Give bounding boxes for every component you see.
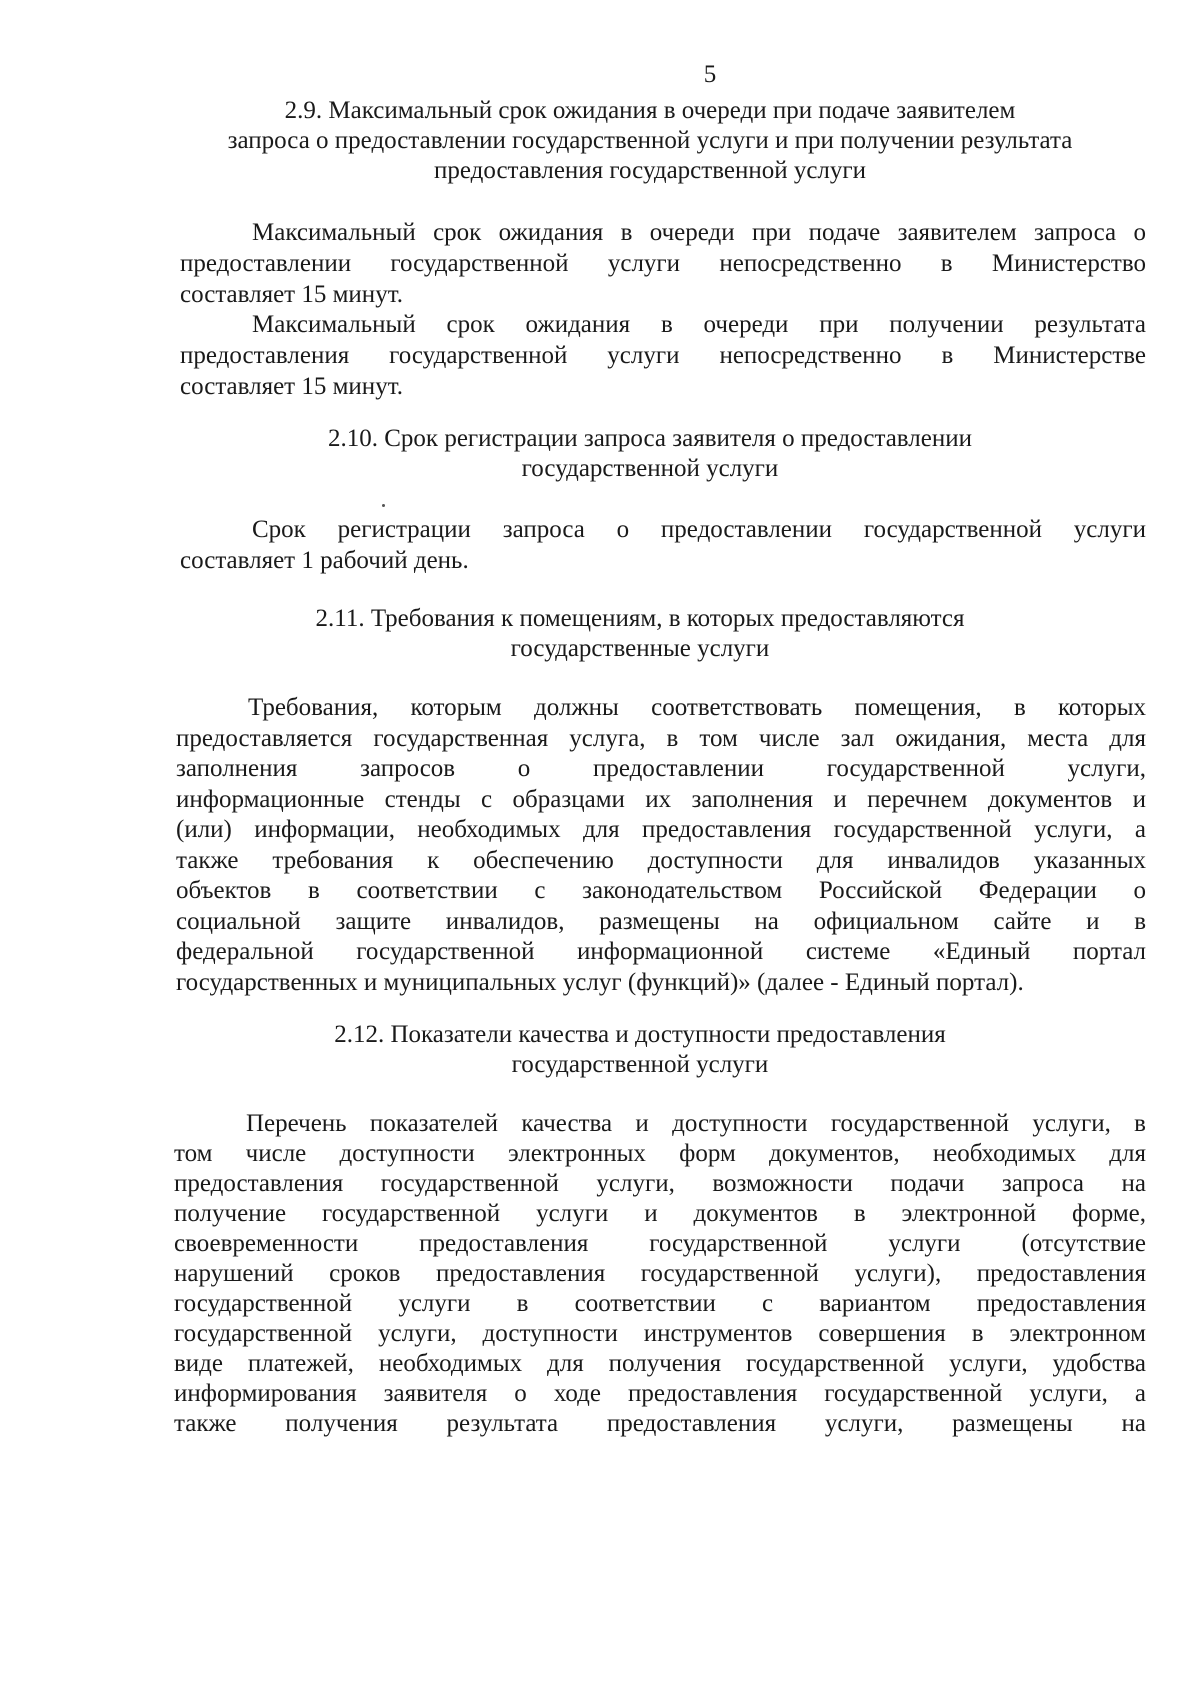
text-line: получение государственной услуги и документов в электронной форме, <box>174 1200 1146 1227</box>
text-line: нарушений сроков предоставления государственной услуги), предоставления <box>174 1260 1146 1287</box>
text-line: Максимальный срок ожидания в очереди при подаче заявителем запроса о <box>252 219 1146 246</box>
text-line: виде платежей, необходимых для получения государственной услуги, удобства <box>174 1350 1146 1377</box>
text-line: объектов в соответствии с законодательством Российской Федерации о <box>176 877 1146 904</box>
paragraph <box>180 514 1146 576</box>
section-heading-2-10 <box>170 424 1130 484</box>
text-line: Максимальный срок ожидания в очереди при получении результата <box>252 311 1146 338</box>
text-line: государственной услуги, доступности инструментов совершения в электронном <box>174 1320 1146 1347</box>
section-heading-2-11 <box>160 604 1120 664</box>
text-line: информационные стенды с образцами их заполнения и перечнем документов и <box>176 785 1146 813</box>
text-line: том числе доступности электронных форм документов, необходимых для <box>174 1140 1146 1167</box>
text-line: составляет 15 минут. <box>180 281 403 308</box>
section-heading-2-9 <box>170 96 1130 186</box>
heading-line: государственной услуги <box>521 455 779 482</box>
text-line: также получения результата предоставления услуги, размещены на <box>174 1410 1146 1437</box>
text-line: государственной услуги в соответствии с вариантом предоставления <box>174 1290 1146 1317</box>
text-line: Требования, которым должны соответствовать помещения, в которых <box>248 694 1146 721</box>
text-line: также требования к обеспечению доступности для инвалидов указанных <box>176 846 1146 874</box>
paragraph <box>174 1109 1146 1439</box>
text-line: социальной защите инвалидов, размещены на официальном сайте и в <box>176 907 1146 935</box>
text-line: предоставлении государственной услуги непосредственно в Министерство <box>180 250 1146 277</box>
text-line: предоставления государственной услуги, возможности подачи запроса на <box>174 1170 1146 1197</box>
paragraph <box>180 217 1146 310</box>
text-line: составляет 1 рабочий день. <box>180 547 469 574</box>
text-line: заполнения запросов о предоставлении государственной услуги, <box>176 755 1146 782</box>
text-line: информирования заявителя о ходе предоставления государственной услуги, а <box>174 1380 1146 1407</box>
heading-line: 2.12. Показатели качества и доступности предоставления <box>334 1021 946 1048</box>
text-line: предоставляется государственная услуга, в том числе зал ожидания, места для <box>176 724 1146 752</box>
heading-line: 2.10. Срок регистрации запроса заявителя о предоставлении <box>328 425 972 452</box>
heading-line: предоставления государственной услуги <box>433 157 867 184</box>
paragraph <box>176 693 1146 998</box>
heading-line: государственные услуги <box>510 635 770 662</box>
heading-line: государственной услуги <box>511 1051 769 1078</box>
text-line: своевременности предоставления государственной услуги (отсутствие <box>174 1230 1146 1257</box>
heading-line: запроса о предоставлении государственной услуги и при получении результата <box>227 127 1073 154</box>
text-line: Срок регистрации запроса о предоставлении государственной услуги <box>252 516 1146 543</box>
paragraph <box>180 309 1146 402</box>
heading-line: 2.9. Максимальный срок ожидания в очереди при подаче заявителем <box>284 97 1016 124</box>
heading-line: 2.11. Требования к помещениям, в которых предоставляются <box>315 605 965 632</box>
page-number: 5 <box>703 61 717 88</box>
text-line: Перечень показателей качества и доступности государственной услуги, в <box>246 1110 1146 1137</box>
text-line: федеральной государственной информационной системе «Единый портал <box>176 938 1146 965</box>
text-line: предоставления государственной услуги непосредственно в Министерстве <box>180 342 1146 369</box>
text-line: составляет 15 минут. <box>180 373 403 400</box>
section-heading-2-12 <box>160 1020 1120 1080</box>
text-line: (или) информации, необходимых для предоставления государственной услуги, а <box>176 816 1146 843</box>
scan-speck <box>382 504 385 507</box>
text-line: государственных и муниципальных услуг (функций)» (далее - Единый портал). <box>176 968 1024 996</box>
